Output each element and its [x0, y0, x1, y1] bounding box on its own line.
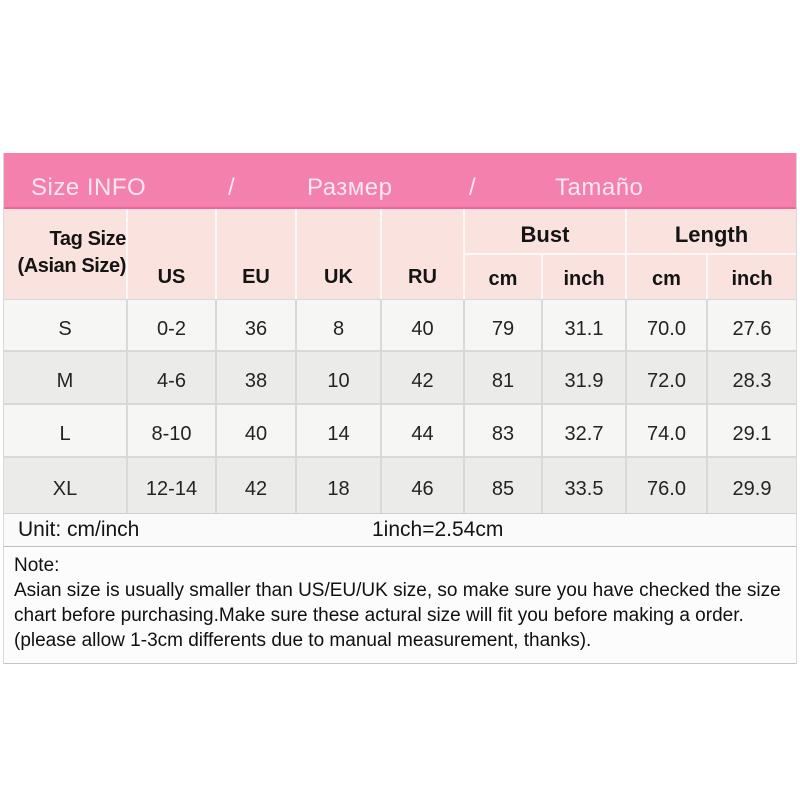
- unit-label: Unit: cm/inch: [18, 518, 140, 541]
- table-cell: 28.3: [708, 352, 796, 403]
- unit-row: [4, 513, 796, 546]
- band-separator-1: /: [228, 174, 236, 201]
- table-cell: 42: [382, 352, 463, 403]
- band-label-size-info: Size INFO: [31, 174, 147, 201]
- table-cell: 79: [465, 300, 541, 350]
- band-label-razmer: Размер: [307, 174, 393, 201]
- table-cell: 14: [297, 405, 380, 456]
- group-header-length: Length: [627, 209, 796, 253]
- table-cell: 40: [217, 405, 295, 456]
- table-cell: 36: [217, 300, 295, 350]
- table-cell: 8: [297, 300, 380, 350]
- note-body: Asian size is usually smaller than US/EU/UK size, so make sure you have checked the size chart before purchasing.Make sure these actural size will fit you before making a order.(please allow 1-3cm differents due to manual measurement, thanks).: [14, 580, 781, 651]
- group-header-bust: Bust: [465, 209, 625, 253]
- size-label: L: [4, 405, 126, 456]
- table-cell: 31.9: [543, 352, 625, 403]
- title-band: [4, 153, 796, 209]
- table-cell: 31.1: [543, 300, 625, 350]
- table-cell: 0-2: [128, 300, 215, 350]
- table-header: [4, 209, 796, 299]
- note-title: Note:: [14, 555, 60, 576]
- table-cell: 83: [465, 405, 541, 456]
- band-label-tamano: Tamaño: [555, 174, 644, 201]
- column-header-bust-inch: inch: [543, 255, 625, 299]
- column-header-tag-size: [4, 209, 126, 299]
- table-cell: 46: [382, 458, 463, 513]
- column-header-ru: RU: [382, 209, 463, 299]
- table-cell: 29.9: [708, 458, 796, 513]
- table-cell: 10: [297, 352, 380, 403]
- table-cell: 12-14: [128, 458, 215, 513]
- size-label: S: [4, 300, 126, 350]
- size-label: XL: [4, 458, 126, 513]
- table-cell: 27.6: [708, 300, 796, 350]
- table-cell: 70.0: [627, 300, 706, 350]
- table-cell: 40: [382, 300, 463, 350]
- table-cell: 8-10: [128, 405, 215, 456]
- size-label: M: [4, 352, 126, 403]
- table-cell: 81: [465, 352, 541, 403]
- note-section: [4, 546, 796, 664]
- table-cell: 33.5: [543, 458, 625, 513]
- column-header-length-inch: inch: [708, 255, 796, 299]
- column-header-length-cm: cm: [627, 255, 706, 299]
- tag-size-line1: Tag Size: [49, 228, 126, 250]
- column-header-bust-cm: cm: [465, 255, 541, 299]
- table-body: [4, 299, 796, 513]
- column-header-eu: EU: [217, 209, 295, 299]
- table-cell: 32.7: [543, 405, 625, 456]
- table-cell: 38: [217, 352, 295, 403]
- table-cell: 76.0: [627, 458, 706, 513]
- table-cell: 85: [465, 458, 541, 513]
- column-header-uk: UK: [297, 209, 380, 299]
- table-cell: 72.0: [627, 352, 706, 403]
- table-cell: 42: [217, 458, 295, 513]
- table-cell: 44: [382, 405, 463, 456]
- table-cell: 4-6: [128, 352, 215, 403]
- table-cell: 18: [297, 458, 380, 513]
- table-cell: 74.0: [627, 405, 706, 456]
- table-cell: 29.1: [708, 405, 796, 456]
- inch-conversion: 1inch=2.54cm: [372, 518, 504, 541]
- size-chart-table: [3, 153, 797, 664]
- band-separator-2: /: [469, 174, 477, 201]
- tag-size-line2: (Asian Size): [17, 255, 126, 277]
- column-header-us: US: [128, 209, 215, 299]
